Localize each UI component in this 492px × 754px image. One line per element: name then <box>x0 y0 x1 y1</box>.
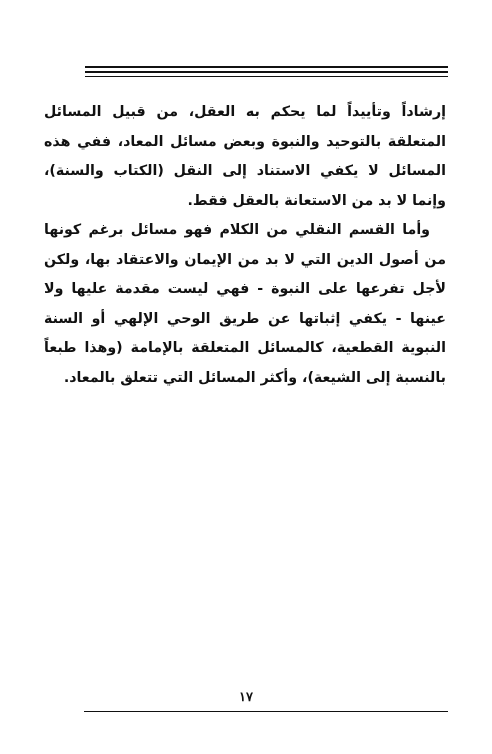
header-rule-bottom <box>85 76 448 77</box>
page-number: ١٧ <box>239 690 253 705</box>
header-rule-middle <box>85 71 448 73</box>
paragraph-2: وأما القسم النقلي من الكلام فهو مسائل برغم كونها من أصول الدين التي لا بد من الإيمان والاعتقاد بها، ولكن لأجل تفرعها على النبوة - فهي ليست مقدمة عليها ولا عينها - يكفي إثباتها عن طريق الوحي الإلهي أو السنة النبوية القطعية، كالمسائل المتعلقة بالإمامة (وهذا طبعاً بالنسبة إلى الشيعة)، وأكثر المسائل التي تتعلق بالمعاد. <box>44 222 446 386</box>
header-rule-top <box>85 66 448 68</box>
footer-rule <box>84 711 448 712</box>
body-text <box>44 98 446 393</box>
paragraph-1: إرشاداً وتأييداً لما يحكم به العقل، من قبيل المسائل المتعلقة بالتوحيد والنبوة وبعض مسائل المعاد، ففي هذه المسائل لا يكفي الاستناد إلى النقل (الكتاب والسنة)، وإنما لا بد من الاستعانة بالعقل فقط. <box>44 104 446 209</box>
